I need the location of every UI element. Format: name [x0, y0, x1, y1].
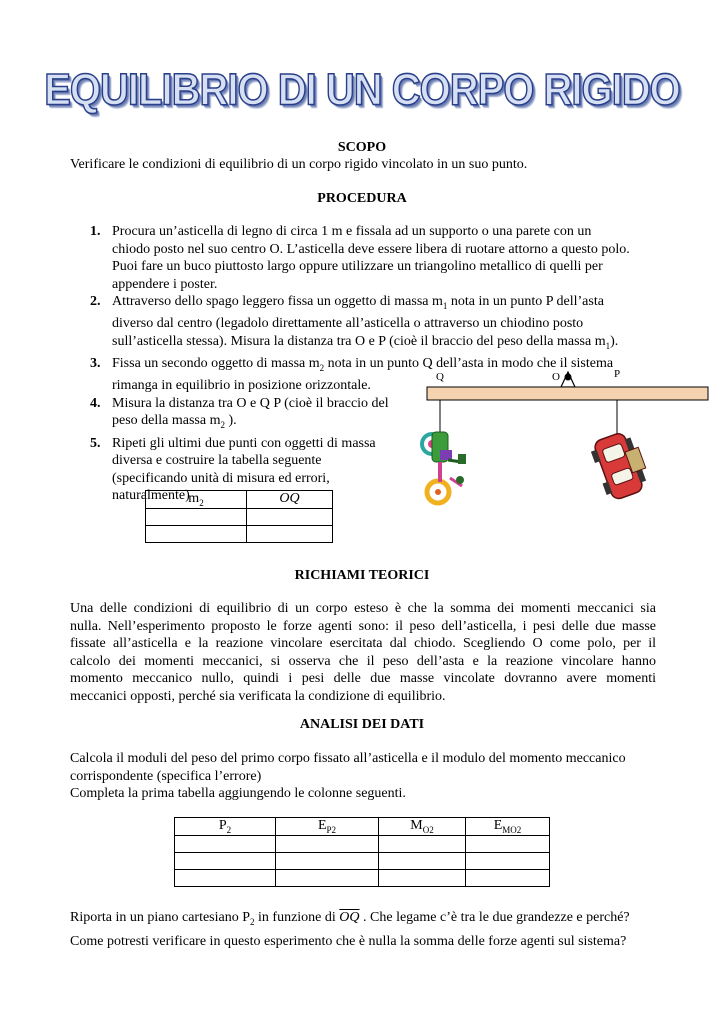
table-row [175, 869, 550, 886]
header-emo2: $E_{MO2}$ [466, 818, 550, 836]
header-p2: $P_2$ [175, 818, 276, 836]
analisi-line: Calcola il moduli del peso del primo corpo fissato all’asticella e il modulo del momento meccanico [70, 751, 626, 766]
step-line: diverso dal centro (legadolo direttamente all’asticella o attraverso un chiodino posto [112, 316, 584, 332]
step-number: 1. [90, 224, 101, 239]
step-line: appendere i poster. [112, 276, 218, 292]
paragraph-line: fissate all’asticella e la reazione vincolare esercitata dal chiodo. Scegliendo O come polo, per il [70, 636, 656, 651]
label-p: P [614, 368, 621, 380]
step-line: Fissa un secondo oggetto di massa $m_2$ nota in un punto Q dell’asta in modo che il sistema [112, 356, 614, 373]
wooden-rod [427, 387, 708, 400]
data-table-2 [174, 817, 550, 887]
table-header-row [175, 818, 550, 836]
step-2 [90, 293, 670, 355]
label-o: O [552, 371, 560, 383]
paragraph-line: Una delle condizioni di equilibrio di un corpo esteso è che la somma dei momenti meccanici sia [70, 601, 656, 616]
richiami-paragraph [70, 600, 656, 705]
analisi-text [70, 750, 626, 803]
step-line: sull’asticella stessa). Misura la distanza tra O e P (cioè il braccio del peso della massa $m_1$). [112, 333, 619, 351]
data-table-1 [145, 490, 333, 543]
step-line: naturalmente) [112, 488, 190, 504]
analisi-heading: ANALISI DEI DATI [299, 717, 425, 732]
step-number: 3. [90, 356, 101, 372]
header-ep2: $E_{P2}$ [276, 818, 379, 836]
step-1 [90, 223, 670, 293]
paragraph-line: momento meccanico nullo, quindi i pesi delle due masse vincolate dovranno avere momenti [70, 671, 656, 686]
step-line: chiodo posto nel suo centro O. L’asticella deve essere libera di ruotare attorno a questo polo. [112, 241, 630, 257]
step-number: 4. [90, 395, 101, 411]
step-line: Procura un’asticella di legno di circa 1 m e fissala ad un supporto o una parete con un [112, 224, 592, 239]
step-line: rimanga in equilibrio in posizione orizzontale. [112, 378, 371, 394]
paragraph-line: meccanici opposti, perché sia verificata la condizione di equilibrio. [70, 688, 446, 704]
analisi-line: Completa la prima tabella aggiungendo le colonne seguenti. [70, 786, 406, 801]
pivot-triangle-icon [561, 372, 575, 387]
table-row [146, 525, 333, 542]
scopo-text: Verificare le condizioni di equilibrio di un corpo rigido vincolato in un suo punto. [70, 157, 528, 172]
label-q: Q [436, 371, 444, 383]
paragraph-line: nulla. Nell’esperimento proposto le forze agenti sono: il peso dell’asticella, i pesi delle due masse [70, 618, 656, 634]
step-line: diversa e costruire la tabella seguente [112, 453, 322, 469]
procedura-heading: PROCEDURA [317, 191, 407, 206]
header-oq: $\overline{OQ}$ [247, 491, 333, 509]
final-line: Riporta in un piano cartesiano $P_2$ in funzione di $\overline{OQ}$ . Che legame c’è tra le due grandezze e perché? [70, 910, 630, 927]
final-line: Come potresti verificare in questo esperimento che è nulla la somma delle forze agenti sul sistema? [70, 933, 627, 949]
toy-car-icon [588, 428, 652, 502]
step-line: Misura la distanza tra O e Q P (cioè il braccio del [112, 395, 389, 411]
step-line: Puoi fare un buco piuttosto largo oppure utilizzare un triangolino metallico di quelli per [112, 259, 603, 274]
toy-bicycle-icon [422, 432, 466, 503]
table-header-row [146, 491, 333, 509]
header-mo2: $M_{O2}$ [379, 818, 466, 836]
analisi-line: corrispondente (specifica l’errore) [70, 768, 262, 784]
step-line: Ripeti gli ultimi due punti con oggetti di massa [112, 435, 376, 451]
step-number: 2. [90, 294, 101, 309]
oq-variable: $\overline{OQ}$ [339, 910, 360, 925]
final-text [70, 908, 630, 952]
table-row [175, 852, 550, 869]
step-line: (specificando unità di misura ed errori, [112, 470, 330, 486]
page-title: EQUILIBRIO DI UN CORPO RIGIDO [44, 65, 680, 115]
scopo-heading: SCOPO [337, 140, 387, 155]
step-line: peso della massa $m_2$ ). [112, 413, 237, 431]
lever-diagram [410, 362, 710, 512]
header-m2: $m_2$ [146, 491, 247, 509]
table-row [146, 508, 333, 525]
paragraph-line: calcolo dei momenti meccanici, si osserva che il peso dell’asta e la reazione vincolare hanno [70, 653, 656, 669]
richiami-heading: RICHIAMI TEORICI [294, 568, 430, 583]
step-number: 5. [90, 435, 101, 451]
table-row [175, 835, 550, 852]
step-line: Attraverso dello spago leggero fissa un oggetto di massa $m_1$ nota in un punto P dell’asta [112, 294, 604, 311]
